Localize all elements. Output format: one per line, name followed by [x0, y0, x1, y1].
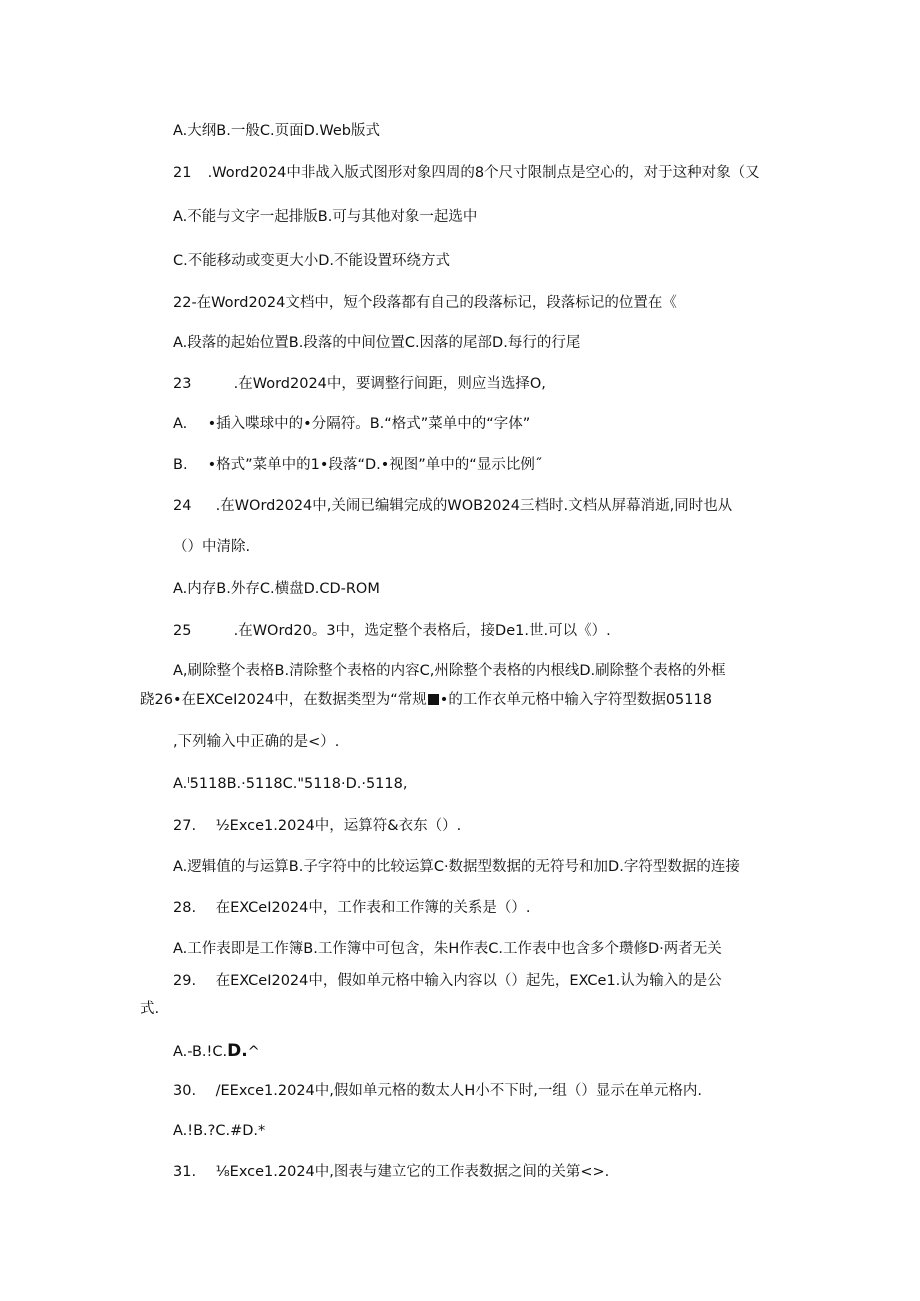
q23-number: 23 — [173, 376, 192, 392]
q23-option-b-label: B. — [173, 457, 188, 473]
q24-number: 24 — [173, 498, 192, 514]
q25-text: .在WOrd20。3中，选定整个表格后，接De1.世.可以《）. — [233, 623, 611, 639]
q24-text: .在WOrd2024中,关闹已编辑完成的WOB2024三档时.文档从屏幕消逝,同时也从 — [215, 498, 733, 514]
q29-options-end: ^ — [247, 1044, 260, 1060]
q25-question — [173, 621, 611, 641]
q24-continuation — [173, 537, 250, 557]
q28-number: 28. — [173, 900, 197, 916]
q24-options — [173, 579, 380, 599]
q28-question — [173, 898, 530, 918]
q31-question — [173, 1162, 609, 1182]
q24-continuation-text: （）中清除. — [173, 539, 251, 555]
q21-options-cd-text: C.不能移动或变更大小D.不能设置环绕方式 — [173, 253, 451, 269]
q29-question — [173, 971, 722, 991]
q29-option-d-label: D. — [227, 1041, 248, 1061]
q23-option-b-text: •格式”菜单中的1•段落“D.•视图”单中的“显示比例˝ — [207, 457, 543, 473]
q29-continuation — [140, 999, 159, 1019]
q26-options — [173, 774, 407, 794]
q27-options-text: A.逻辑值的与运算B.子字符中的比较运算C·数据型数据的无符号和加D.字符型数据的连接 — [173, 859, 740, 875]
q21-options-ab-text: A.不能与文字一起排版B.可与其他对象一起选中 — [173, 209, 478, 225]
q30-options — [173, 1121, 265, 1141]
black-square-icon — [428, 694, 439, 705]
q29-options-start: A.-B.!C. — [173, 1044, 228, 1060]
q20-options — [173, 121, 380, 141]
q24-question — [173, 496, 732, 516]
q26-text-start: 跷26•在EXCeI2024中，在数据类型为“常规 — [140, 692, 427, 708]
q22-options-text: A.段落的起始位置B.段落的中间位置C.因落的尾部D.每行的行尾 — [173, 335, 581, 351]
q23-option-a-text: •插入喋球中的•分隔符。B.“格式”菜单中的“字体” — [207, 416, 531, 432]
q24-options-text: A.内存B.外存C.横盘D.CD-ROM — [173, 581, 380, 597]
q26-question — [140, 690, 712, 710]
q27-question — [173, 816, 461, 836]
q21-number: 21 — [173, 165, 192, 181]
q30-number: 30. — [173, 1083, 197, 1099]
q31-number: 31. — [173, 1164, 197, 1180]
q30-question — [173, 1081, 702, 1101]
q26-continuation — [173, 732, 339, 752]
q21-options-ab — [173, 207, 477, 227]
q28-options-text: A.工作表即是工作簿B.工作簿中可包含，朱H作表C.工作表中也含多个瓒修D·两者无关 — [173, 941, 722, 957]
q30-text: /EExce1.2024中,假如单元格的数太人H小不下时,一组（）显示在单元格内. — [215, 1083, 703, 1099]
q23-text: .在Word2024中，要调整行间距，则应当选择O, — [233, 376, 546, 392]
q31-text: ⅛Exce1.2024中,图表与建立它的工作表数据之间的关第<>. — [215, 1164, 610, 1180]
q28-text: 在EXCeI2024中，工作表和工作簿的关系是（）. — [215, 900, 531, 916]
q23-option-a-label: A. — [173, 416, 188, 432]
q20-options-text: A.大纲B.一般C.页面D.Web版式 — [173, 123, 380, 139]
q26-continuation-text: ,下列输入中正确的是<）. — [173, 734, 340, 750]
q28-options — [173, 939, 722, 959]
q21-question — [173, 163, 760, 183]
q23-question — [173, 374, 546, 394]
q22-options — [173, 333, 580, 353]
q30-options-text: A.!B.?C.#D.* — [173, 1123, 266, 1139]
q26-text-end: •的工作衣单元格中输入字符型数据05118 — [439, 692, 712, 708]
q21-text: .Word2024中非战入版式图形对象四周的8个尺寸限制点是空心的，对于这种对象（又 — [207, 165, 760, 181]
q25-options-text: A,刷除整个表格B.清除整个表格的内容C,州除整个表格的内根线D.刷除整个表格的外框 — [173, 663, 726, 679]
q29-text: 在EXCeI2024中，假如单元格中输入内容以（）起先，EXCe1.认为输入的是公 — [215, 973, 722, 989]
q21-options-cd — [173, 251, 450, 271]
q29-continuation-text: 式. — [140, 1001, 160, 1017]
q29-options — [173, 1041, 260, 1062]
q22-question — [173, 293, 677, 313]
q27-options — [173, 857, 740, 877]
q23-option-a — [173, 414, 530, 434]
q25-number: 25 — [173, 623, 192, 639]
q22-text: 22-在Word2024文档中，短个段落都有自己的段落标记，段落标记的位置在《 — [173, 295, 677, 311]
q23-option-b — [173, 455, 542, 475]
q27-text: ½Exce1.2024中，运算符&衣东（）. — [215, 818, 462, 834]
q26-options-text: A.ˡ5118B.·5118C."5118·D.·5118, — [173, 776, 408, 792]
q25-options — [173, 661, 726, 681]
q29-number: 29. — [173, 973, 197, 989]
q27-number: 27. — [173, 818, 197, 834]
